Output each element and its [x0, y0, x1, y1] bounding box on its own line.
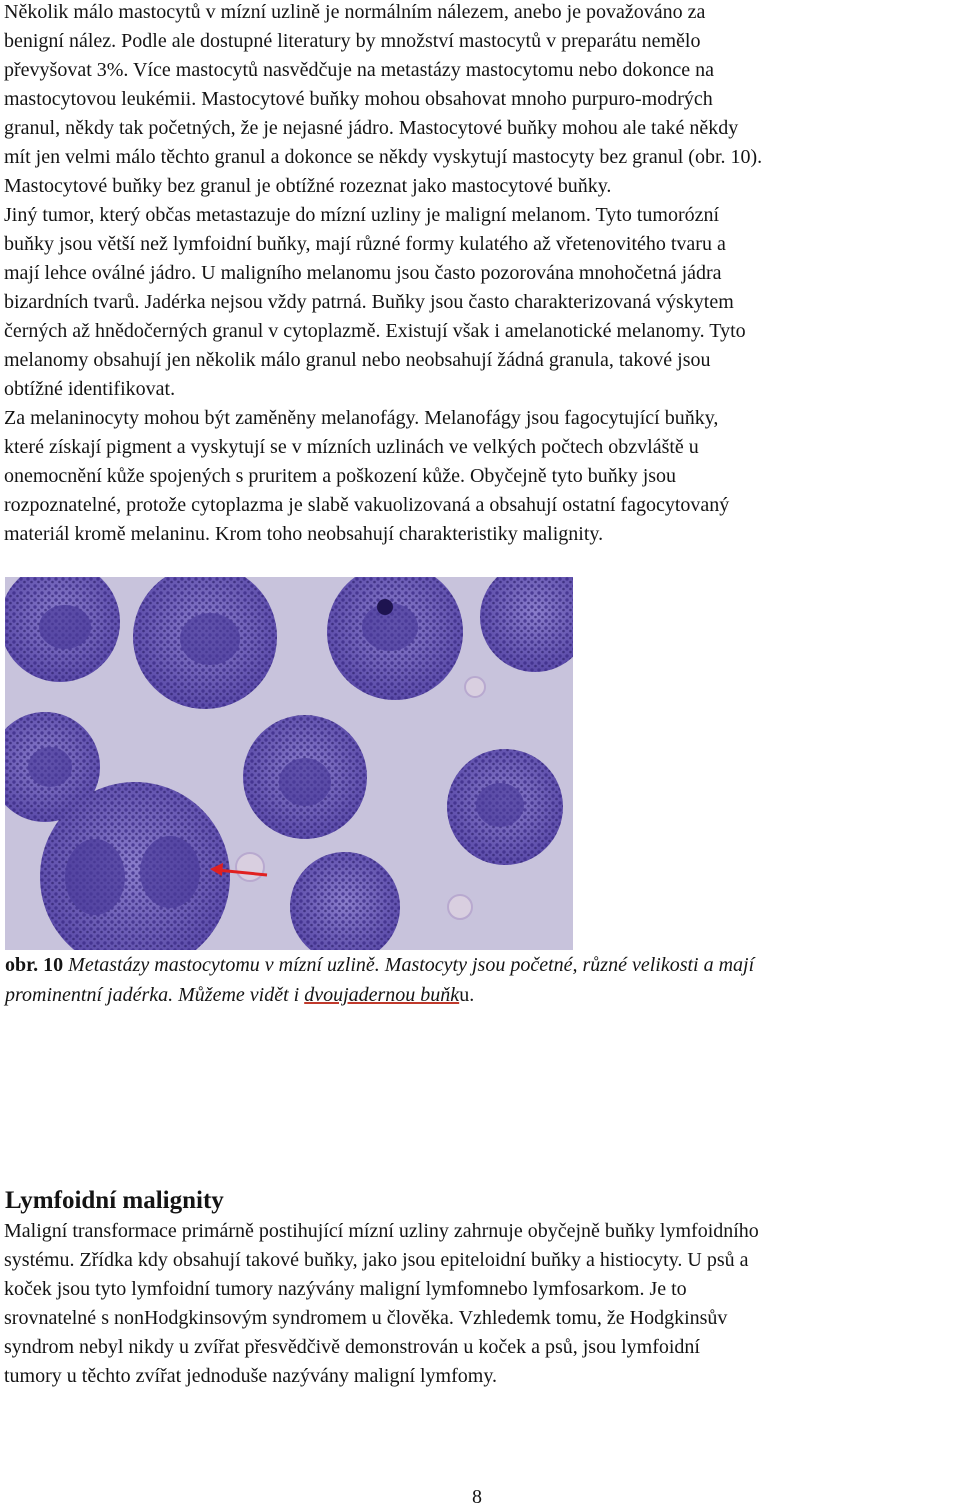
caption-text: prominentní jadérka. Můžeme vidět i: [5, 984, 305, 1006]
text-line: onemocnění kůže spojených s pruritem a poškození kůže. Obyčejně tyto buňky jsou: [4, 465, 677, 487]
page-number: 8: [472, 1486, 482, 1508]
text-line: tumory u těchto zvířat jednoduše nazývány maligní lymfomy.: [4, 1365, 498, 1387]
dark-granule-cluster: [377, 599, 393, 615]
text-line: materiál kromě melaninu. Krom toho neobsahují charakteristiky malignity.: [4, 523, 604, 545]
text-line: mají lehce oválné jádro. U maligního melanomu jsou často pozorována mnohočetná jádra: [4, 262, 722, 284]
cell-right-middle: [447, 749, 563, 865]
text-line: Několik málo mastocytů v mízní uzlině je normálním nálezem, anebo je považováno za: [4, 1, 706, 23]
text-line: srovnatelné s nonHodgkinsovým syndromem u člověka. Vzhledemk tomu, že Hodgkinsův: [4, 1307, 728, 1329]
text-line: obtížné identifikovat.: [4, 378, 176, 400]
text-line: převyšovat 3%. Více mastocytů nasvědčuje na metastázy mastocytomu nebo dokonce na: [4, 59, 714, 81]
figure-label: obr. 10: [5, 954, 64, 976]
text-line: černých až hnědočerných granul v cytoplazmě. Existují však i amelanotické melanomy. Tyto: [4, 320, 746, 342]
text-line: buňky jsou větší než lymfoidní buňky, mají různé formy kulatého až vřetenovitého tvaru a: [4, 233, 726, 255]
text-line: Mastocytové buňky bez granul je obtížné rozeznat jako mastocytové buňky.: [4, 175, 612, 197]
text-line: Jiný tumor, který občas metastazuje do mízní uzliny je maligní melanom. Tyto tumorózní: [4, 204, 720, 226]
section-heading: Lymfoidní malignity: [5, 1187, 224, 1214]
text-line: granul, někdy tak početných, že je nejasné jádro. Mastocytové buňky mohou ale také někdy: [4, 117, 739, 139]
text-line: mít jen velmi málo těchto granul a dokonce se někdy vyskytují mastocyty bez granul (obr. 10).: [4, 146, 763, 168]
cell-center: [243, 715, 367, 839]
text-line: Za melaninocyty mohou být zaměněny melanofágy. Melanofágy jsou fagocytující buňky,: [4, 407, 719, 429]
text-line: Maligní transformace primárně postihující mízní uzliny zahrnuje obyčejně buňky lymfoidního: [4, 1220, 759, 1242]
text-line: koček jsou tyto lymfoidní tumory nazývány maligní lymfomnebo lymfosarkom. Je to: [4, 1278, 687, 1300]
text-line: bizardních tvarů. Jadérka nejsou vždy patrná. Buňky jsou často charakterizovaná výskytem: [4, 291, 734, 313]
caption-tail: u.: [459, 984, 475, 1006]
microscopy-image: [5, 577, 573, 950]
text-line: melanomy obsahují jen několik málo granul nebo neobsahují žádná granula, takové jsou: [4, 349, 711, 371]
caption-text: Metastázy mastocytomu v mízní uzlině. Mastocyty jsou početné, různé velikosti a mají: [63, 954, 755, 976]
text-line: systému. Zřídka kdy obsahují takové buňky, jako jsou epiteloidní buňky a histiocyty. U psů a: [4, 1249, 749, 1271]
text-line: mastocytovou leukémii. Mastocytové buňky mohou obsahovat mnoho purpuro-modrých: [4, 88, 713, 110]
text-line: syndrom nebyl nikdy u zvířat přesvědčivě demonstrován u koček a psů, jsou lymfoidní: [4, 1336, 700, 1358]
figure-caption-line: [5, 983, 474, 1007]
text-line: které získají pigment a vyskytují se v mízních uzlinách ve velkých počtech obzvláště u: [4, 436, 699, 458]
text-line: rozpoznatelné, protože cytoplazma je slabě vakuolizovaná a obsahují ostatní fagocytovaný: [4, 494, 730, 516]
text-line: benigní nález. Podle ale dostupné literatury by množství mastocytů v preparátu nemělo: [4, 30, 701, 52]
caption-underlined-term: dvoujadernou buňk: [304, 984, 460, 1006]
cell-smear-illustration: [5, 577, 573, 950]
figure-caption-line: [5, 953, 754, 977]
